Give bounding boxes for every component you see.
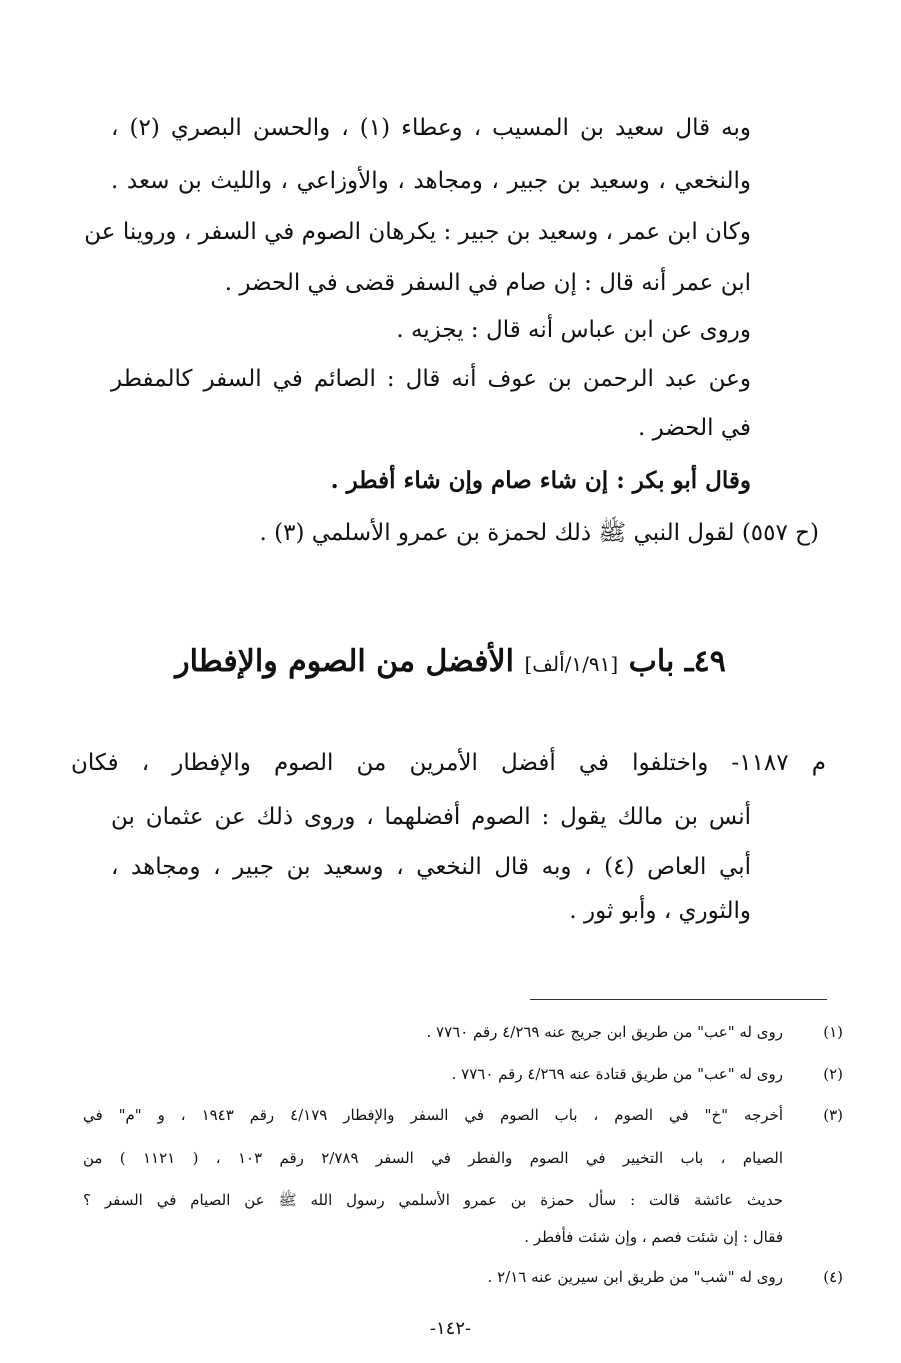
footnote-text-2: روى له "عب" من طريق قتادة عنه ٤/٢٦٩ رقم ٧٧٦٠ . bbox=[451, 1065, 783, 1083]
body-line-2: والنخعي ، وسعيد بن جبير ، ومجاهد ، والأوزاعي ، والليث بن سعد . bbox=[111, 168, 751, 194]
section-line-4: والثوري ، وأبو ثور . bbox=[569, 898, 751, 924]
body-line-8: وقال أبو بكر : إن شاء صام وإن شاء أفطر . bbox=[330, 467, 751, 494]
footnote-number-3: (٣) bbox=[823, 1106, 843, 1124]
body-line-5: وروى عن ابن عباس أنه قال : يجزيه . bbox=[396, 317, 751, 343]
footnote-text-3-line-1: أخرجه "خ" في الصوم ، باب الصوم في السفر والإفطار ٤/١٧٩ رقم ١٩٤٣ ، و "م" في bbox=[83, 1106, 783, 1124]
body-line-1: وبه قال سعيد بن المسيب ، وعطاء (١) ، والحسن البصري (٢) ، bbox=[111, 115, 751, 141]
footnote-number-4: (٤) bbox=[823, 1268, 843, 1286]
footnote-number-1: (١) bbox=[823, 1023, 843, 1041]
footnote-text-3-line-4: فقال : إن شئت فصم ، وإن شئت فأفطر . bbox=[524, 1228, 783, 1246]
footnote-text-1: روى له "عب" من طريق ابن جريج عنه ٤/٢٦٩ رقم ٧٧٦٠ . bbox=[426, 1023, 783, 1041]
body-line-4: ابن عمر أنه قال : إن صام في السفر قضى في الحضر . bbox=[224, 270, 751, 296]
section-line-3: أبي العاص (٤) ، وبه قال النخعي ، وسعيد بن جبير ، ومجاهد ، bbox=[111, 854, 751, 880]
body-line-6: وعن عبد الرحمن بن عوف أنه قال : الصائم في السفر كالمفطر bbox=[111, 366, 751, 392]
chapter-title: الأفضل من الصوم والإفطار bbox=[175, 644, 515, 679]
chapter-heading bbox=[0, 640, 901, 686]
section-line-2: أنس بن مالك يقول : الصوم أفضلهما ، وروى ذلك عن عثمان بن bbox=[111, 804, 751, 830]
footnote-text-3-line-2: الصيام ، باب التخيير في الصوم والفطر في السفر ٢/٧٨٩ رقم ١٠٣ ، ( ١١٢١ ) من bbox=[83, 1149, 783, 1167]
section-line-1: م ١١٨٧- واختلفوا في أفضل الأمرين من الصوم والإفطار ، فكان bbox=[71, 750, 826, 776]
footnote-text-3-line-3: حديث عائشة قالت : سأل حمزة بن عمرو الأسلمي رسول الله ﷺ عن الصيام في السفر ؟ bbox=[83, 1191, 783, 1209]
footnote-divider bbox=[530, 999, 827, 1000]
body-line-7: في الحضر . bbox=[638, 415, 751, 441]
manuscript-reference: [١/٩١/ألف] bbox=[524, 652, 619, 676]
hadith-reference-line: (ح ٥٥٧) لقول النبي ﷺ ذلك لحمزة بن عمرو الأسلمي (٣) . bbox=[259, 520, 819, 546]
body-line-3: وكان ابن عمر ، وسعيد بن جبير : يكرهان الصوم في السفر ، وروينا عن bbox=[84, 219, 751, 245]
footnote-number-2: (٢) bbox=[823, 1065, 843, 1083]
chapter-number: ٤٩ـ باب bbox=[628, 644, 726, 679]
page-number: -١٤٢- bbox=[429, 1318, 472, 1339]
footnote-text-4: روى له "شب" من طريق ابن سيرين عنه ٢/١٦ . bbox=[487, 1268, 783, 1286]
